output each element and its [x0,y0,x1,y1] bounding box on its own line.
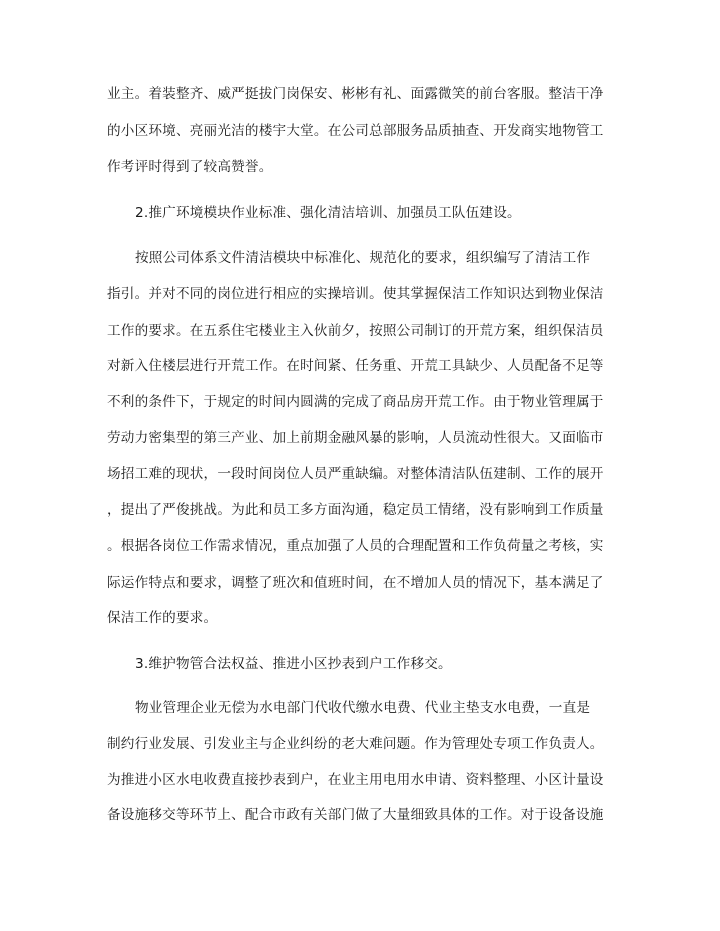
text-line: 指引。并对不同的岗位进行相应的实操培训。使其掌握保洁工作知识达到物业保洁 [107,286,604,302]
section-heading: 3.维护物管合法权益、推进小区抄表到户工作移交。 [135,656,452,672]
text-line: 不利的条件下，于规定的时间内圆满的完成了商品房开荒工作。由于物业管理属于 [107,394,604,410]
text-line: 。根据各岗位工作需求情况，重点加强了人员的合理配置和工作负荷量之考核，实 [107,538,604,554]
text-line: 为推进小区水电收费直接抄表到户，在业主用电用水申请、资料整理、小区计量设 [107,772,604,788]
section-heading: 2.推广环境模块作业标准、强化清洁培训、加强员工队伍建设。 [135,205,521,221]
text-line: 备设施移交等环节上、配合市政有关部门做了大量细致具体的工作。对于设备设施 [107,807,604,823]
text-line: 制约行业发展、引发业主与企业纠纷的老大难问题。作为管理处专项工作负责人。 [107,736,604,752]
text-line: 对新入住楼层进行开荒工作。在时间紧、任务重、开荒工具缺少、人员配备不足等 [107,358,604,374]
text-line: 的小区环境、亮丽光洁的楼宇大堂。在公司总部服务品质抽查、开发商实地物管工 [107,123,604,139]
text-line: 保洁工作的要求。 [107,610,218,626]
text-line: 际运作特点和要求，调整了班次和值班时间，在不增加人员的情况下，基本满足了 [107,575,604,591]
text-line: 工作的要求。在五系住宅楼业主入伙前夕，按照公司制订的开荒方案，组织保洁员 [107,323,604,339]
text-line: 业主。着装整齐、威严挺拔门岗保安、彬彬有礼、面露微笑的前台客服。整洁干净 [107,86,604,102]
text-line: 物业管理企业无偿为水电部门代收代缴水电费、代业主垫支水电费，一直是 [135,700,591,716]
text-line: 劳动力密集型的第三产业、加上前期金融风暴的影响，人员流动性很大。又面临市 [107,430,604,446]
text-line: ，提出了严俊挑战。为此和员工多方面沟通，稳定员工情绪，没有影响到工作质量 [107,502,604,518]
text-line: 作考评时得到了较高赞誉。 [107,159,273,175]
text-line: 场招工难的现状，一段时间岗位人员严重缺编。对整体清洁队伍建制、工作的展开 [107,466,604,482]
text-line: 按照公司体系文件清洁模块中标准化、规范化的要求，组织编写了清洁工作 [135,250,591,266]
